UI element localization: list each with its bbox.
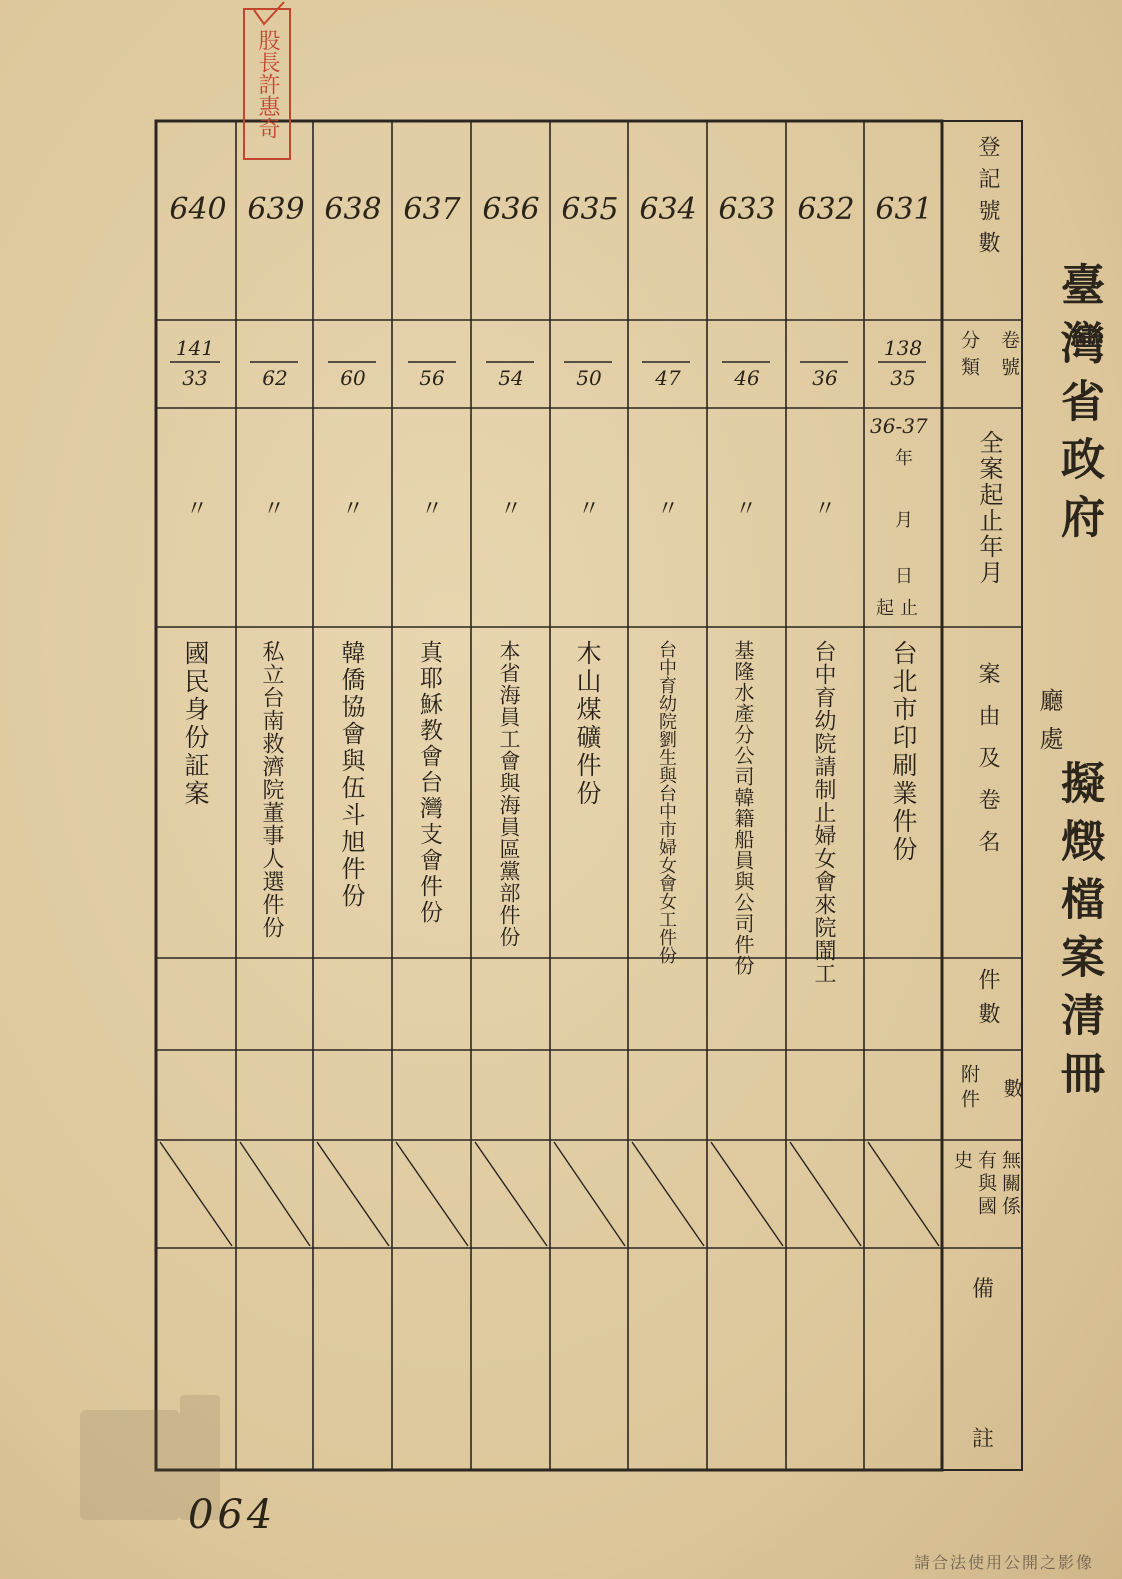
vol-bottom-636: 54 — [498, 366, 524, 390]
reg-no-637: 637 — [403, 192, 461, 227]
footer-notice: 請合法使用公開之影像 — [914, 1553, 1095, 1572]
header-subject: 案由及卷名 — [975, 662, 1000, 872]
subject-636: 本省海員工會與海員區黨部件份 — [497, 640, 521, 948]
reg-no-639: 639 — [247, 192, 305, 227]
stamp-text: 股長許惠奇 — [255, 29, 280, 139]
subject-632: 台中育幼院請制止婦女會來院鬧工 — [811, 640, 836, 985]
vol-bottom-635: 50 — [576, 366, 602, 390]
date-ditto-640: 〃 — [185, 497, 208, 522]
subject-640: 國民身份証案 — [181, 640, 210, 808]
header-remarks-b: 註 — [972, 1427, 1005, 1452]
reg-no-640: 640 — [169, 192, 227, 227]
date-ditto-635: 〃 — [577, 497, 600, 522]
page-number: 064 — [188, 1492, 277, 1538]
reg-no-631: 631 — [875, 192, 933, 227]
reg-no-636: 636 — [482, 192, 540, 227]
approval-stamp — [243, 8, 291, 160]
header-attachments: 附件 — [958, 1064, 980, 1114]
document-title: 臺灣省政府 — [1053, 262, 1104, 552]
header-vol-no: 卷號 — [998, 330, 1020, 384]
reg-no-633: 633 — [718, 192, 776, 227]
header-remarks-a: 備 — [972, 1277, 1005, 1302]
header-attachments-count: 數 — [1000, 1078, 1024, 1098]
subject-631: 台北市印刷業件份 — [889, 640, 918, 864]
vol-bottom-637: 56 — [419, 366, 445, 390]
subject-633: 基隆水產分公司韓籍船員與公司件份 — [731, 640, 755, 976]
date-ditto-638: 〃 — [341, 497, 364, 522]
date-ditto-639: 〃 — [262, 497, 285, 522]
reg-no-634: 634 — [639, 192, 697, 227]
header-relation: 無關係有與國史 — [951, 1150, 1021, 1219]
check-mark-icon — [250, 0, 290, 30]
vol-bottom-632: 36 — [812, 366, 838, 390]
vol-bottom-639: 62 — [262, 366, 288, 390]
date-years-631: 36-37 — [870, 414, 928, 438]
date-start-end: 起止 — [876, 598, 924, 619]
subject-634: 台中育幼院劉生與台中市婦女會女工件份 — [656, 640, 677, 964]
date-ditto-633: 〃 — [734, 497, 757, 522]
vol-top-640: 141 — [175, 336, 215, 360]
reg-no-638: 638 — [324, 192, 382, 227]
date-month-char: 月 — [895, 510, 913, 531]
date-ditto-637: 〃 — [420, 497, 443, 522]
vol-bottom-638: 60 — [340, 366, 366, 390]
date-ditto-632: 〃 — [813, 497, 836, 522]
vol-top-631: 138 — [883, 336, 923, 360]
header-count: 件數 — [975, 968, 1000, 1036]
date-ditto-636: 〃 — [499, 497, 522, 522]
subject-635: 木山煤礦件份 — [573, 640, 602, 808]
list-title: 擬燬檔案清冊 — [1053, 760, 1104, 1108]
office-label: 廳處 — [1035, 688, 1063, 764]
subject-637: 真耶穌教會台灣支會件份 — [416, 640, 442, 926]
reg-no-635: 635 — [561, 192, 619, 227]
date-year-char: 年 — [895, 448, 913, 469]
header-reg-no: 登記號數 — [975, 135, 1000, 263]
reg-no-632: 632 — [797, 192, 855, 227]
vol-bottom-640: 33 — [182, 366, 208, 390]
date-day-char: 日 — [895, 566, 913, 587]
vol-bottom-633: 46 — [734, 366, 760, 390]
subject-638: 韓僑協會與伍斗旭件份 — [337, 640, 365, 910]
date-ditto-634: 〃 — [656, 497, 679, 522]
vol-bottom-631: 35 — [890, 366, 916, 390]
vol-bottom-634: 47 — [655, 366, 681, 390]
header-class: 分類 — [958, 330, 980, 384]
subject-639: 私立台南救濟院董事人選件份 — [259, 640, 284, 939]
header-date-range: 全案起止年月 — [975, 430, 1003, 586]
